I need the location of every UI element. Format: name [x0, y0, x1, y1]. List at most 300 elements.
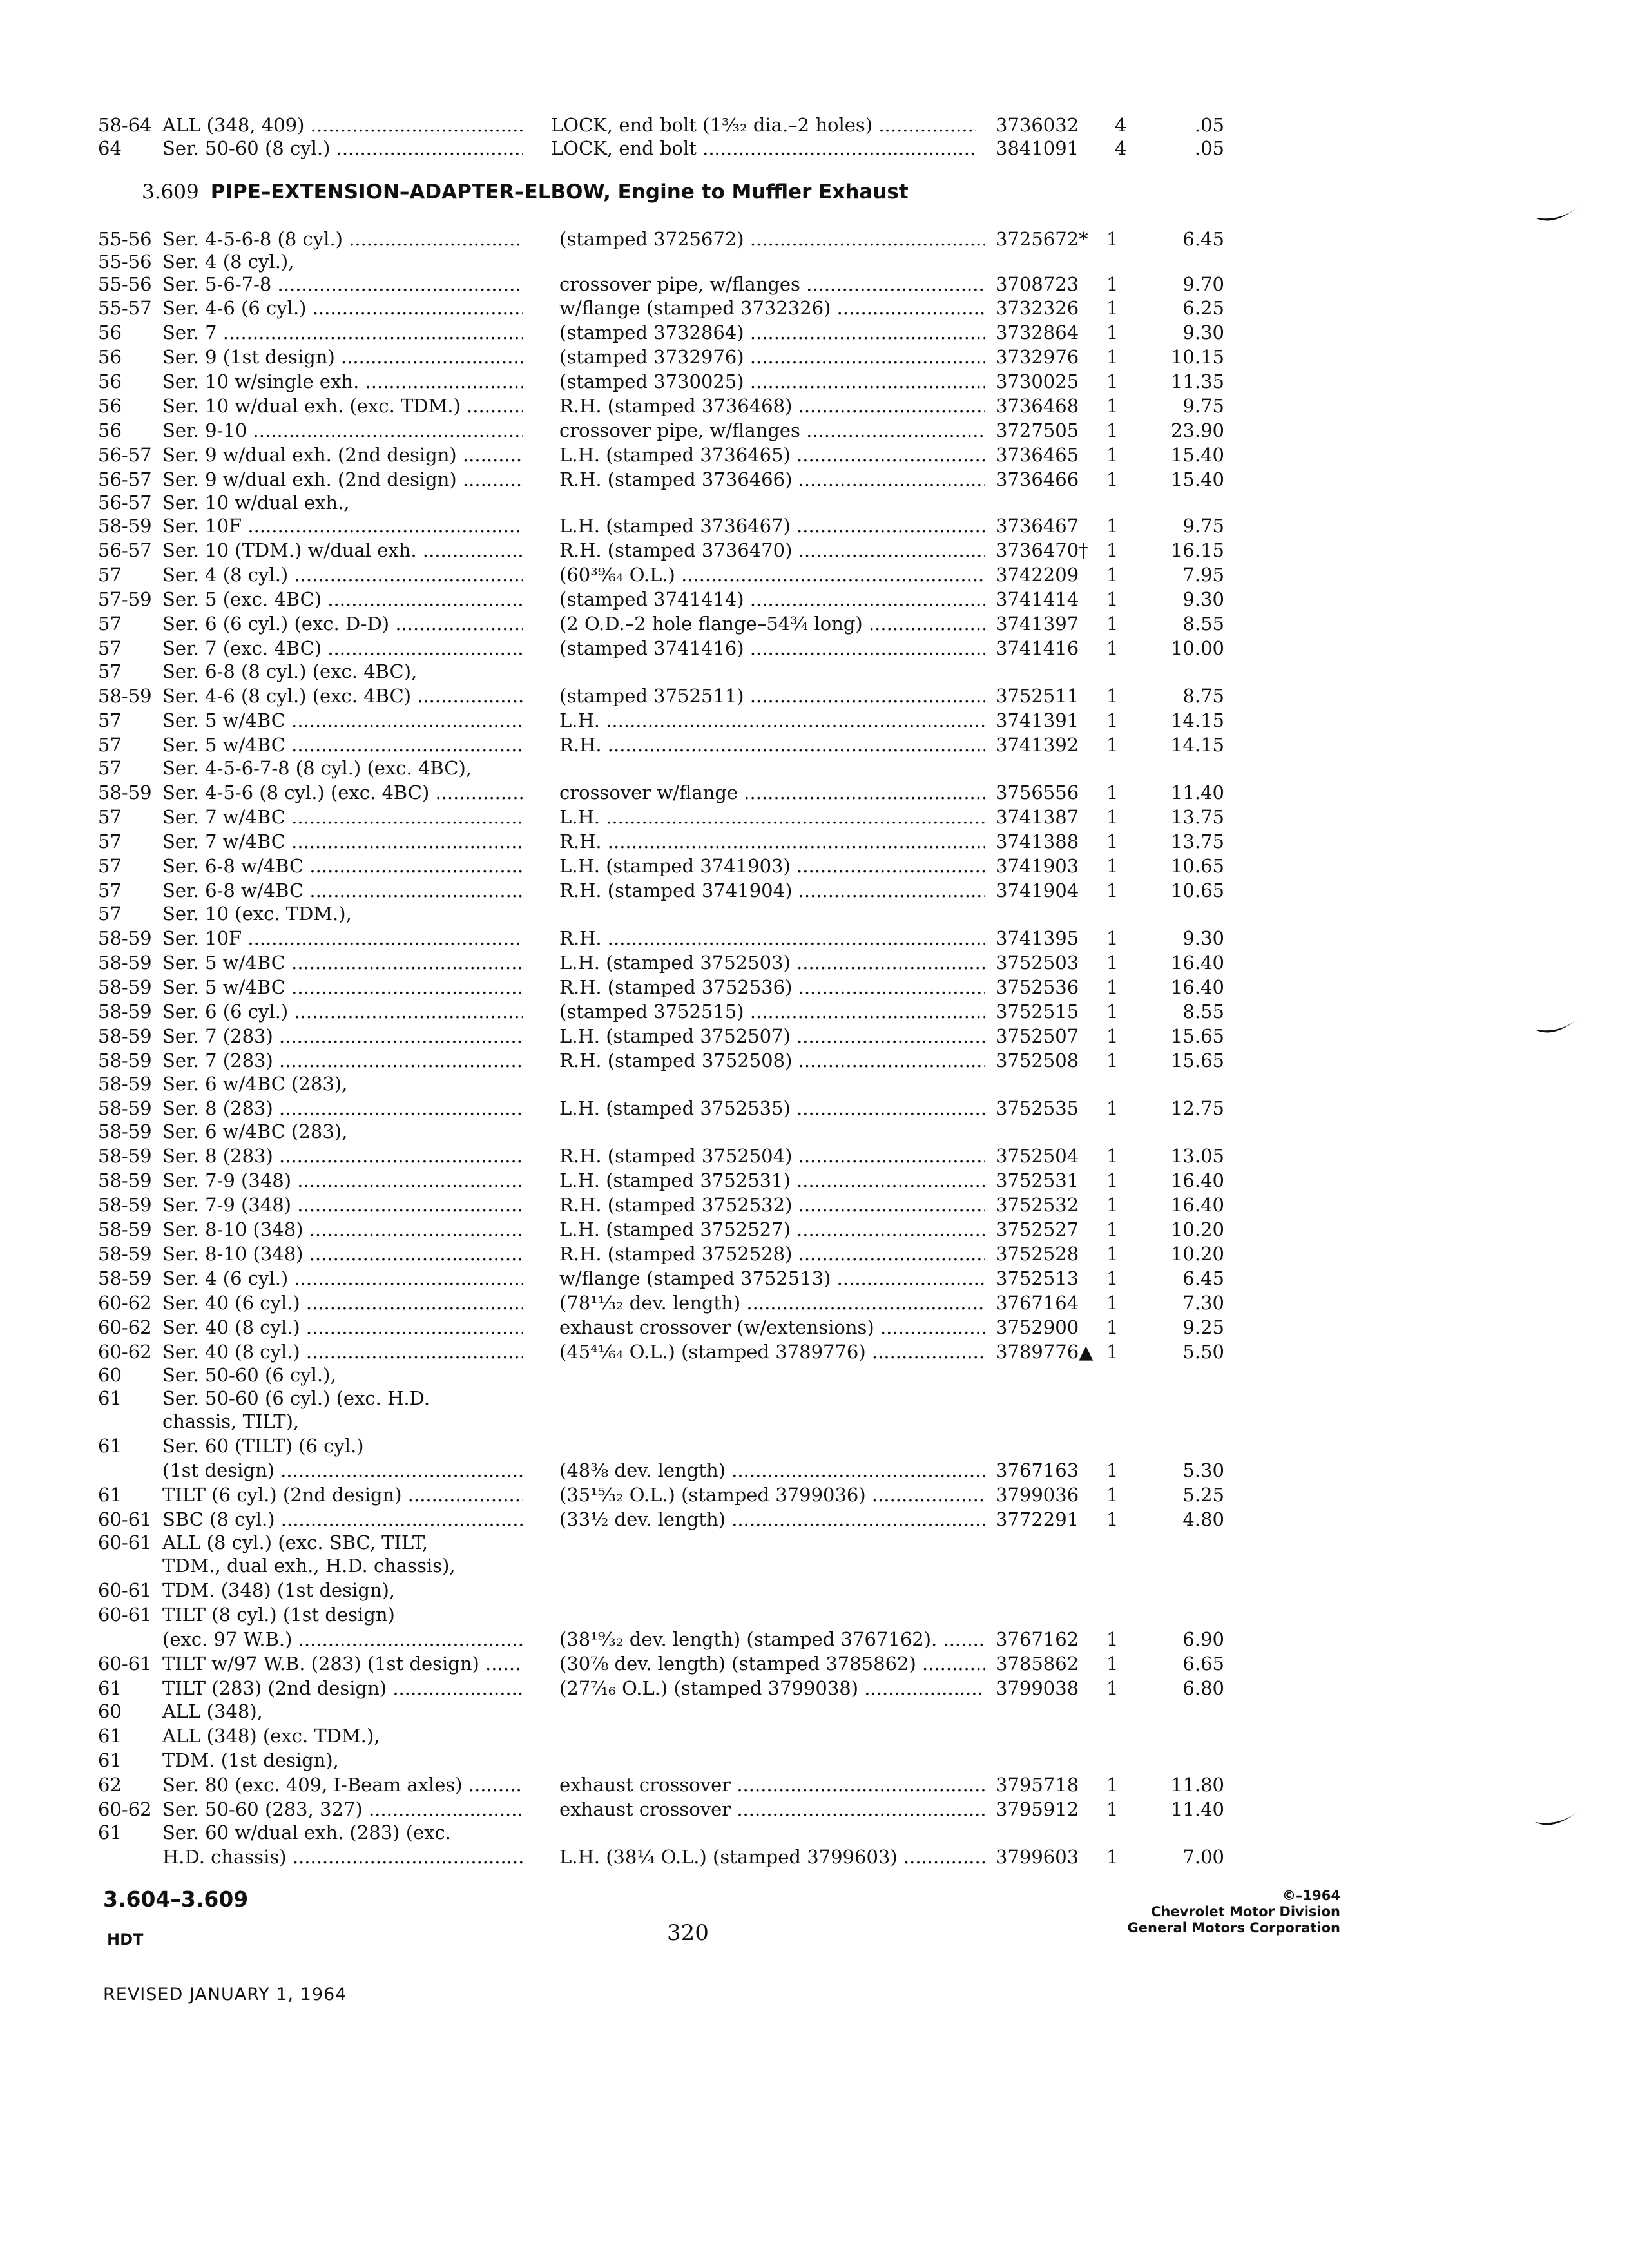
- year-cell: 55-56: [98, 228, 152, 250]
- part-number-cell: 3789776▲: [996, 1341, 1094, 1363]
- part-number-cell: 3741395: [996, 927, 1079, 949]
- table-row: [0, 1747, 1629, 1773]
- model-cell: Ser. 6 w/4BC (283),: [162, 1073, 348, 1095]
- punch-mark-icon: [1534, 1017, 1579, 1036]
- revision-date: REVISED JANUARY 1, 1964: [103, 1984, 347, 2004]
- description-cell: crossover pipe, w/flanges .....: [559, 418, 985, 443]
- model-cell: Ser. 40 (8 cyl.) .....: [162, 1314, 523, 1340]
- catalog-code: HDT: [107, 1930, 144, 1948]
- quantity-cell: 1: [1106, 1677, 1119, 1699]
- table-row: [0, 562, 1629, 588]
- description-cell: R.H. (stamped 3752536) .....: [559, 974, 985, 1000]
- table-row: [0, 683, 1629, 709]
- table-row: [0, 707, 1629, 733]
- part-number-cell: 3741387: [996, 806, 1079, 828]
- year-cell: 57: [98, 757, 122, 779]
- year-cell: 58-59: [98, 1001, 152, 1023]
- description-cell: R.H. .....: [559, 732, 985, 758]
- quantity-cell: 1: [1106, 952, 1119, 974]
- part-number-cell: 3736468: [996, 395, 1079, 417]
- model-cell: Ser. 10 (TDM.) w/dual exh. .....: [162, 537, 523, 563]
- part-number-cell: 3741416: [996, 637, 1079, 659]
- description-cell: w/flange (stamped 3732326) .....: [559, 295, 985, 321]
- description-cell: L.H. (38¼ O.L.) (stamped 3799603) .....: [559, 1844, 985, 1870]
- table-row: [0, 537, 1629, 563]
- model-cell: SBC (8 cyl.) .....: [162, 1506, 523, 1532]
- description-cell: (48⅜ dev. length) .....: [559, 1457, 985, 1483]
- model-cell: Ser. 7 .....: [162, 320, 523, 345]
- price-cell: 10.65: [1170, 879, 1224, 901]
- part-number-cell: 3752507: [996, 1025, 1079, 1047]
- price-cell: 16.15: [1170, 539, 1224, 561]
- description-cell: R.H. (stamped 3752528) .....: [559, 1241, 985, 1267]
- price-cell: 14.15: [1170, 709, 1224, 731]
- table-row: [0, 490, 1629, 515]
- model-cell: Ser. 9 w/dual exh. (2nd design) .....: [162, 442, 523, 468]
- part-number-cell: 3772291: [996, 1508, 1079, 1530]
- model-cell: TILT (283) (2nd design) .....: [162, 1675, 523, 1701]
- price-cell: 10.20: [1170, 1218, 1224, 1240]
- price-cell: 15.65: [1170, 1050, 1224, 1072]
- table-row: [0, 974, 1629, 1000]
- part-number-cell: 3727505: [996, 419, 1079, 441]
- description-cell: (stamped 3732864) .....: [559, 320, 985, 345]
- year-cell: 60-61: [98, 1508, 152, 1530]
- price-cell: 15.65: [1170, 1025, 1224, 1047]
- model-cell: TILT (8 cyl.) (1st design): [162, 1604, 395, 1626]
- price-cell: 10.15: [1170, 346, 1224, 368]
- price-cell: 12.75: [1170, 1097, 1224, 1119]
- model-cell: Ser. 9 (1st design) .....: [162, 344, 523, 370]
- quantity-cell: 1: [1106, 564, 1119, 586]
- quantity-cell: 1: [1106, 1484, 1119, 1506]
- table-row: [0, 1602, 1629, 1628]
- model-cell: Ser. 10F .....: [162, 513, 523, 539]
- quantity-cell: 1: [1106, 515, 1119, 537]
- year-cell: 58-59: [98, 1097, 152, 1119]
- year-cell: 57: [98, 637, 122, 659]
- model-cell: Ser. 5 w/4BC .....: [162, 950, 523, 975]
- price-cell: 5.30: [1182, 1459, 1224, 1481]
- model-cell: Ser. 5 w/4BC .....: [162, 707, 523, 733]
- price-cell: 6.45: [1182, 228, 1224, 250]
- year-cell: 56-57: [98, 444, 152, 466]
- quantity-cell: 1: [1106, 370, 1119, 392]
- model-cell: Ser. 6-8 w/4BC .....: [162, 853, 523, 879]
- price-cell: 7.95: [1182, 564, 1224, 586]
- year-cell: 58-59: [98, 1267, 152, 1289]
- year-cell: 56-57: [98, 492, 152, 514]
- year-cell: 61: [98, 1725, 122, 1747]
- table-row: [0, 295, 1629, 321]
- year-cell: 60: [98, 1700, 122, 1722]
- year-cell: 55-56: [98, 251, 152, 273]
- part-number-cell: 3752531: [996, 1169, 1079, 1191]
- model-cell: Ser. 8 (283) .....: [162, 1095, 523, 1121]
- year-cell: 64: [98, 137, 122, 159]
- quantity-cell: 1: [1106, 1050, 1119, 1072]
- table-row: [0, 1698, 1629, 1724]
- model-cell: TDM. (1st design),: [162, 1749, 339, 1771]
- quantity-cell: 1: [1106, 444, 1119, 466]
- model-cell: Ser. 10 w/dual exh.,: [162, 492, 350, 514]
- part-number-cell: 3752528: [996, 1243, 1079, 1265]
- model-cell: Ser. 4 (8 cyl.),: [162, 251, 294, 273]
- description-cell: (stamped 3730025) .....: [559, 369, 985, 394]
- table-row: [0, 226, 1629, 252]
- model-cell: Ser. 6 (6 cyl.) .....: [162, 999, 523, 1024]
- model-cell: Ser. 5-6-7-8 .....: [162, 271, 523, 297]
- part-number-cell: 3795718: [996, 1774, 1079, 1796]
- part-number-cell: 3732976: [996, 346, 1079, 368]
- description-cell: (35¹⁵⁄₃₂ O.L.) (stamped 3799036) .....: [559, 1482, 985, 1508]
- year-cell: 58-64: [98, 114, 152, 136]
- table-row: [0, 369, 1629, 394]
- part-number-cell: 3741903: [996, 855, 1079, 877]
- quantity-cell: 1: [1106, 588, 1119, 610]
- part-number-cell: 3795912: [996, 1798, 1079, 1820]
- model-cell: Ser. 7 (283) .....: [162, 1048, 523, 1073]
- table-row: [0, 1314, 1629, 1340]
- part-number-cell: 3752535: [996, 1097, 1079, 1119]
- table-row: [0, 1772, 1629, 1798]
- year-cell: 57: [98, 855, 122, 877]
- model-cell: Ser. 10F .....: [162, 925, 523, 951]
- part-number-cell: 3736032: [996, 114, 1079, 136]
- table-row: [0, 611, 1629, 637]
- table-row: [0, 1339, 1629, 1365]
- model-cell: ALL (348, 409) .....: [162, 112, 523, 138]
- quantity-cell: 1: [1106, 1169, 1119, 1191]
- table-row: [0, 732, 1629, 758]
- table-row: [0, 1530, 1629, 1555]
- model-cell: TILT (6 cyl.) (2nd design) .....: [162, 1482, 523, 1508]
- model-cell: ALL (8 cyl.) (exc. SBC, TILT,: [162, 1532, 429, 1553]
- description-cell: L.H. (stamped 3752531) .....: [559, 1168, 985, 1193]
- model-cell: Ser. 4-6 (6 cyl.) .....: [162, 295, 523, 321]
- model-cell: Ser. 6 w/4BC (283),: [162, 1120, 348, 1142]
- table-row: [0, 586, 1629, 612]
- year-cell: 57: [98, 613, 122, 635]
- model-cell: Ser. 9 w/dual exh. (2nd design) .....: [162, 466, 523, 492]
- table-row: [0, 1506, 1629, 1532]
- description-cell: w/flange (stamped 3752513) .....: [559, 1265, 985, 1291]
- part-number-cell: 3741397: [996, 613, 1079, 635]
- model-cell: TDM., dual exh., H.D. chassis),: [162, 1555, 456, 1577]
- price-cell: 9.70: [1182, 273, 1224, 295]
- model-cell: Ser. 50-60 (8 cyl.) .....: [162, 135, 523, 161]
- description-cell: (45⁴¹⁄₆₄ O.L.) (stamped 3789776) .....: [559, 1339, 985, 1365]
- part-number-cell: 3732326: [996, 297, 1079, 319]
- year-cell: 57: [98, 734, 122, 756]
- part-number-cell: 3756556: [996, 782, 1079, 803]
- quantity-cell: 1: [1106, 1459, 1119, 1481]
- model-cell: Ser. 5 (exc. 4BC) .....: [162, 586, 523, 612]
- year-cell: 60-61: [98, 1532, 152, 1553]
- description-cell: L.H. .....: [559, 707, 985, 733]
- table-row: [0, 1577, 1629, 1603]
- description-cell: L.H. (stamped 3741903) .....: [559, 853, 985, 879]
- quantity-cell: 1: [1106, 228, 1119, 250]
- punch-mark-icon: [1534, 205, 1579, 224]
- part-number-cell: 3736466: [996, 468, 1079, 490]
- table-row: [0, 1796, 1629, 1822]
- quantity-cell: 1: [1106, 419, 1119, 441]
- part-number-cell: 3752513: [996, 1267, 1079, 1289]
- price-cell: 8.75: [1182, 685, 1224, 707]
- price-cell: 5.50: [1182, 1341, 1224, 1363]
- description-cell: L.H. .....: [559, 804, 985, 830]
- description-cell: (38¹⁹⁄₃₂ dev. length) (stamped 3767162). .....: [559, 1626, 985, 1652]
- table-row: [0, 780, 1629, 805]
- table-row: [0, 1119, 1629, 1144]
- table-row: [0, 1433, 1629, 1459]
- section-heading: [142, 180, 909, 204]
- price-cell: 7.00: [1182, 1846, 1224, 1868]
- quantity-cell: 1: [1106, 1846, 1119, 1868]
- description-cell: L.H. (stamped 3752535) .....: [559, 1095, 985, 1121]
- quantity-cell: 1: [1106, 1194, 1119, 1216]
- year-cell: 56: [98, 395, 122, 417]
- year-cell: 60-62: [98, 1292, 152, 1314]
- year-cell: 61: [98, 1821, 122, 1843]
- table-row: [0, 442, 1629, 468]
- model-cell: Ser. 10 w/dual exh. (exc. TDM.) .....: [162, 393, 523, 419]
- year-cell: 60-61: [98, 1579, 152, 1601]
- year-cell: 61: [98, 1484, 122, 1506]
- part-number-cell: 3741392: [996, 734, 1079, 756]
- table-row: [0, 1723, 1629, 1749]
- price-cell: 6.80: [1182, 1677, 1224, 1699]
- table-row: [0, 1095, 1629, 1121]
- price-cell: 16.40: [1170, 1194, 1224, 1216]
- model-cell: Ser. 7 w/4BC .....: [162, 804, 523, 830]
- table-row: [0, 1553, 1629, 1579]
- year-cell: 57: [98, 660, 122, 682]
- table-row: [0, 878, 1629, 903]
- model-cell: Ser. 60 (TILT) (6 cyl.): [162, 1435, 364, 1457]
- part-number-cell: 3752511: [996, 685, 1079, 707]
- year-cell: 58-59: [98, 782, 152, 803]
- year-cell: 56: [98, 346, 122, 368]
- division-name: Chevrolet Motor Division: [1151, 1904, 1340, 1919]
- table-row: [0, 1408, 1629, 1434]
- description-cell: (stamped 3741416) .....: [559, 635, 985, 661]
- year-cell: 56: [98, 419, 122, 441]
- part-number-cell: 3752504: [996, 1145, 1079, 1167]
- price-cell: 11.40: [1170, 1798, 1224, 1820]
- model-cell: ALL (348) (exc. TDM.),: [162, 1725, 380, 1747]
- model-cell: Ser. 4-5-6-7-8 (8 cyl.) (exc. 4BC),: [162, 757, 472, 779]
- year-cell: 57: [98, 564, 122, 586]
- quantity-cell: 1: [1106, 1653, 1119, 1675]
- section-range: 3.604–3.609: [103, 1887, 249, 1912]
- part-number-cell: 3736470†: [996, 539, 1088, 561]
- table-row: [0, 804, 1629, 830]
- description-cell: R.H. (stamped 3736470) .....: [559, 537, 985, 563]
- model-cell: TILT w/97 W.B. (283) (1st design) .....: [162, 1651, 523, 1677]
- price-cell: 7.30: [1182, 1292, 1224, 1314]
- model-cell: Ser. 4 (6 cyl.) .....: [162, 1265, 523, 1291]
- corporation-name: General Motors Corporation: [1127, 1920, 1340, 1936]
- table-row: [0, 950, 1629, 975]
- table-row: [0, 344, 1629, 370]
- quantity-cell: 1: [1106, 322, 1119, 343]
- description-cell: R.H. (stamped 3736468) .....: [559, 393, 985, 419]
- year-cell: 58-59: [98, 1243, 152, 1265]
- part-number-cell: 3741904: [996, 879, 1079, 901]
- quantity-cell: 1: [1106, 782, 1119, 803]
- price-cell: 16.40: [1170, 976, 1224, 998]
- year-cell: 58-59: [98, 1169, 152, 1191]
- table-row: [0, 1216, 1629, 1242]
- table-row: [0, 1071, 1629, 1097]
- year-cell: 61: [98, 1677, 122, 1699]
- part-number-cell: 3767163: [996, 1459, 1079, 1481]
- year-cell: 58-59: [98, 952, 152, 974]
- part-number-cell: 3741414: [996, 588, 1079, 610]
- description-cell: L.H. (stamped 3736467) .....: [559, 513, 985, 539]
- table-row: [0, 901, 1629, 927]
- year-cell: 58-59: [98, 685, 152, 707]
- table-row: [0, 418, 1629, 443]
- model-cell: Ser. 5 w/4BC .....: [162, 974, 523, 1000]
- model-cell: chassis, TILT),: [162, 1410, 300, 1432]
- quantity-cell: 1: [1106, 1267, 1119, 1289]
- quantity-cell: 1: [1106, 927, 1119, 949]
- description-cell: L.H. (stamped 3752507) .....: [559, 1023, 985, 1049]
- year-cell: 60-62: [98, 1316, 152, 1338]
- quantity-cell: 1: [1106, 539, 1119, 561]
- part-number-cell: 3730025: [996, 370, 1079, 392]
- price-cell: 10.65: [1170, 855, 1224, 877]
- description-cell: R.H. .....: [559, 829, 985, 854]
- year-cell: 60-61: [98, 1653, 152, 1675]
- part-number-cell: 3741388: [996, 831, 1079, 852]
- description-cell: R.H. (stamped 3752504) .....: [559, 1143, 985, 1169]
- section-title: PIPE–EXTENSION–ADAPTER–ELBOW, Engine to Muffler Exhaust: [210, 180, 909, 204]
- price-cell: 9.75: [1182, 395, 1224, 417]
- quantity-cell: 1: [1106, 1341, 1119, 1363]
- model-cell: Ser. 50-60 (6 cyl.) (exc. H.D.: [162, 1387, 430, 1409]
- year-cell: 57: [98, 709, 122, 731]
- quantity-cell: 1: [1106, 1292, 1119, 1314]
- description-cell: (stamped 3752515) .....: [559, 999, 985, 1024]
- table-row: [0, 1626, 1629, 1652]
- section-number: 3.609: [142, 180, 199, 204]
- part-number-cell: 3752503: [996, 952, 1079, 974]
- model-cell: Ser. 8-10 (348) .....: [162, 1216, 523, 1242]
- part-number-cell: 3742209: [996, 564, 1079, 586]
- price-cell: 10.20: [1170, 1243, 1224, 1265]
- model-cell: Ser. 4-6 (8 cyl.) (exc. 4BC) .....: [162, 683, 523, 709]
- part-number-cell: 3741391: [996, 709, 1079, 731]
- table-row: [0, 853, 1629, 879]
- table-row: [0, 1385, 1629, 1411]
- table-row: [0, 135, 1629, 161]
- year-cell: 56: [98, 322, 122, 343]
- year-cell: 61: [98, 1435, 122, 1457]
- year-cell: 58-59: [98, 1050, 152, 1072]
- description-cell: (30⅞ dev. length) (stamped 3785862) .....: [559, 1651, 985, 1677]
- year-cell: 58-59: [98, 1145, 152, 1167]
- table-row: [0, 393, 1629, 419]
- table-row: [0, 1023, 1629, 1049]
- quantity-cell: 1: [1106, 831, 1119, 852]
- model-cell: Ser. 7-9 (348) .....: [162, 1192, 523, 1218]
- model-cell: Ser. 8 (283) .....: [162, 1143, 523, 1169]
- model-cell: (1st design) .....: [162, 1457, 523, 1483]
- table-row: [0, 1675, 1629, 1701]
- copyright-block: [1128, 1888, 1340, 1936]
- part-number-cell: 3841091: [996, 137, 1079, 159]
- price-cell: 13.05: [1170, 1145, 1224, 1167]
- table-row: [0, 320, 1629, 345]
- part-number-cell: 3767164: [996, 1292, 1079, 1314]
- year-cell: 58-59: [98, 1194, 152, 1216]
- model-cell: Ser. 60 w/dual exh. (283) (exc.: [162, 1821, 451, 1843]
- model-cell: Ser. 50-60 (283, 327) .....: [162, 1796, 523, 1822]
- table-row: [0, 1651, 1629, 1677]
- price-cell: 16.40: [1170, 1169, 1224, 1191]
- price-cell: 11.35: [1170, 370, 1224, 392]
- price-cell: 6.90: [1182, 1628, 1224, 1650]
- year-cell: 58-59: [98, 1218, 152, 1240]
- quantity-cell: 1: [1106, 1025, 1119, 1047]
- quantity-cell: 1: [1106, 1628, 1119, 1650]
- quantity-cell: 1: [1106, 879, 1119, 901]
- description-cell: (33½ dev. length) .....: [559, 1506, 985, 1532]
- page-number: 320: [667, 1920, 709, 1946]
- year-cell: 60-62: [98, 1341, 152, 1363]
- model-cell: Ser. 50-60 (6 cyl.),: [162, 1364, 336, 1386]
- table-row: [0, 1362, 1629, 1388]
- quantity-cell: 1: [1106, 709, 1119, 731]
- year-cell: 58-59: [98, 1025, 152, 1047]
- table-row: [0, 1265, 1629, 1291]
- model-cell: Ser. 10 w/single exh. .....: [162, 369, 523, 394]
- quantity-cell: 1: [1106, 855, 1119, 877]
- table-row: [0, 925, 1629, 951]
- year-cell: 56-57: [98, 539, 152, 561]
- quantity-cell: 1: [1106, 1001, 1119, 1023]
- description-cell: LOCK, end bolt .....: [551, 135, 976, 161]
- table-row: [0, 1143, 1629, 1169]
- table-row: [0, 829, 1629, 854]
- description-cell: (stamped 3741414) .....: [559, 586, 985, 612]
- table-row: [0, 513, 1629, 539]
- table-row: [0, 1844, 1629, 1870]
- description-cell: (stamped 3725672) .....: [559, 226, 985, 252]
- model-cell: Ser. 40 (8 cyl.) .....: [162, 1339, 523, 1365]
- price-cell: 13.75: [1170, 806, 1224, 828]
- price-cell: 9.30: [1182, 588, 1224, 610]
- quantity-cell: 4: [1115, 114, 1127, 136]
- table-row: [0, 1168, 1629, 1193]
- price-cell: 5.25: [1182, 1484, 1224, 1506]
- description-cell: exhaust crossover .....: [559, 1796, 985, 1822]
- price-cell: 15.40: [1170, 444, 1224, 466]
- price-cell: .05: [1194, 114, 1224, 136]
- model-cell: Ser. 7 (283) .....: [162, 1023, 523, 1049]
- price-cell: 16.40: [1170, 952, 1224, 974]
- year-cell: 57: [98, 806, 122, 828]
- part-number-cell: 3785862: [996, 1653, 1079, 1675]
- year-cell: 58-59: [98, 976, 152, 998]
- price-cell: 9.30: [1182, 927, 1224, 949]
- price-cell: 11.80: [1170, 1774, 1224, 1796]
- quantity-cell: 1: [1106, 1798, 1119, 1820]
